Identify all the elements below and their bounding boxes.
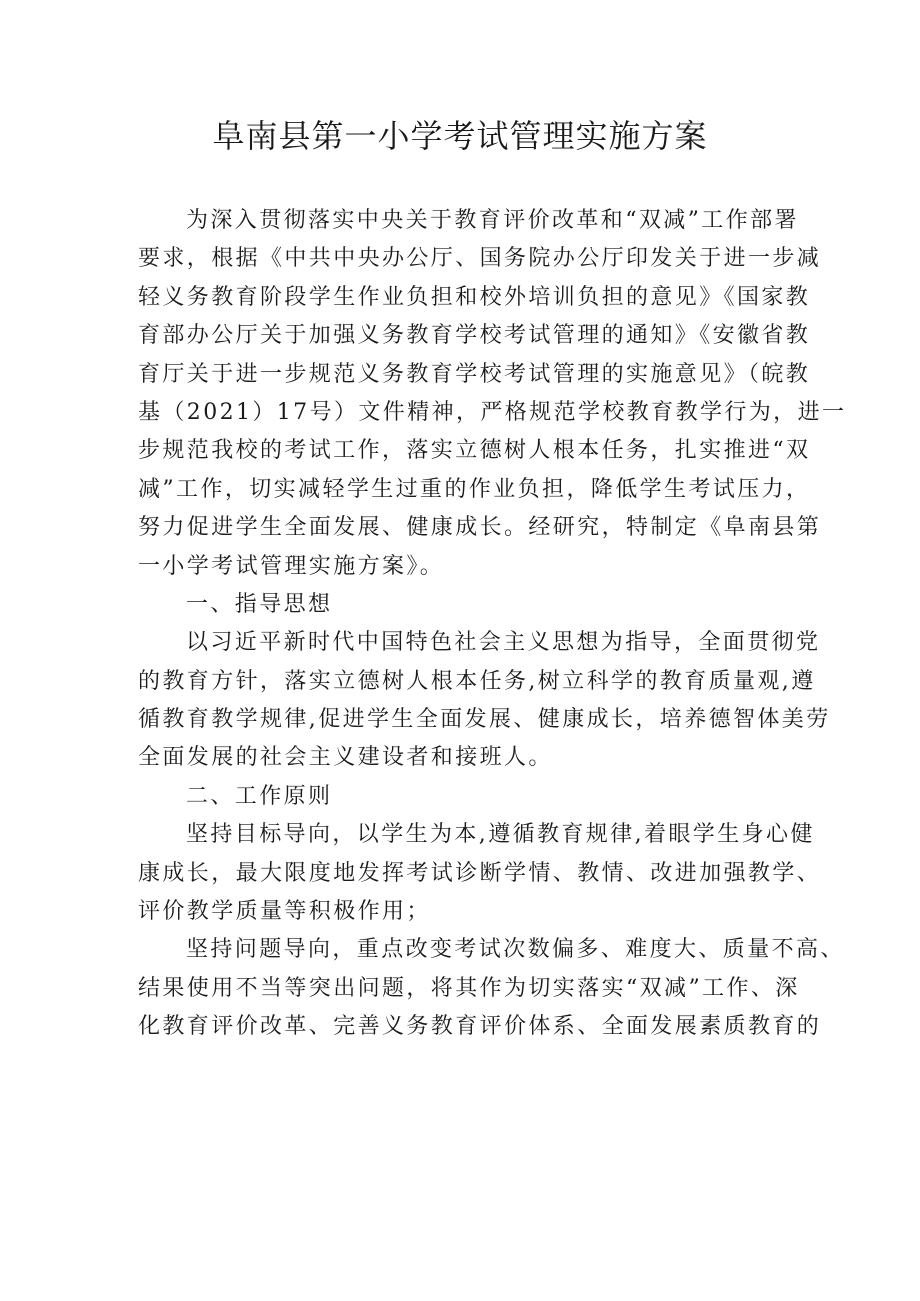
paragraph-line: 为深入贯彻落实中央关于教育评价改革和“双减”工作部署	[186, 208, 799, 233]
paragraph-line: 的教育方针，落实立德树人根本任务,树立科学的教育质量观,遵	[138, 668, 816, 694]
document-title: 阜南县第一小学考试管理实施方案	[212, 117, 708, 155]
paragraph-line: 化教育评价改革、完善义务教育评价体系、全面发展素质教育的	[138, 1014, 822, 1040]
paragraph-line: 要求，根据《中共中央办公厅、国务院办公厅印发关于进一步减	[138, 246, 822, 272]
paragraph-line: 以习近平新时代中国特色社会主义思想为指导，全面贯彻党	[186, 630, 821, 656]
paragraph-line: 坚持目标导向，以学生为本,遵循教育规律,着眼学生身心健	[186, 822, 815, 848]
section-heading: 二、工作原则	[186, 783, 333, 809]
paragraph-line: 康成长，最大限度地发挥考试诊断学情、教情、改进加强教学、	[138, 860, 822, 886]
section-heading: 一、指导思想	[186, 591, 333, 617]
paragraph-line: 结果使用不当等突出问题，将其作为切实落实“双减”工作、深	[138, 975, 800, 1001]
paragraph-line: 坚持问题导向，重点改变考试次数偏多、难度大、质量不高、	[186, 937, 845, 963]
paragraph-line: 评价教学质量等积极作用；	[138, 899, 431, 925]
paragraph-line: 全面发展的社会主义建设者和接班人。	[138, 745, 553, 771]
paragraph-line: 减”工作，切实减轻学生过重的作业负担，降低学生考试压力，	[138, 476, 811, 502]
paragraph-line: 轻义务教育阶段学生作业负担和校外培训负担的意见》《国家教	[138, 284, 811, 310]
paragraph-line: 基（2021）17号）文件精神，严格规范学校教育教学行为，进一	[138, 399, 847, 425]
paragraph-line: 努力促进学生全面发展、健康成长。经研究，特制定《阜南县第	[138, 515, 822, 541]
document-body	[138, 202, 847, 1047]
paragraph-line: 育部办公厅关于加强义务教育学校考试管理的通知》《安徽省教	[138, 323, 811, 349]
paragraph-line: 循教育教学规律,促进学生全面发展、健康成长，培养德智体美劳	[138, 707, 831, 733]
paragraph-line: 育厅关于进一步规范义务教育学校考试管理的实施意见》（皖教	[138, 361, 811, 387]
paragraph-line: 步规范我校的考试工作，落实立德树人根本任务，扎实推进“双	[138, 438, 811, 464]
paragraph-line: 一小学考试管理实施方案》。	[138, 553, 445, 579]
